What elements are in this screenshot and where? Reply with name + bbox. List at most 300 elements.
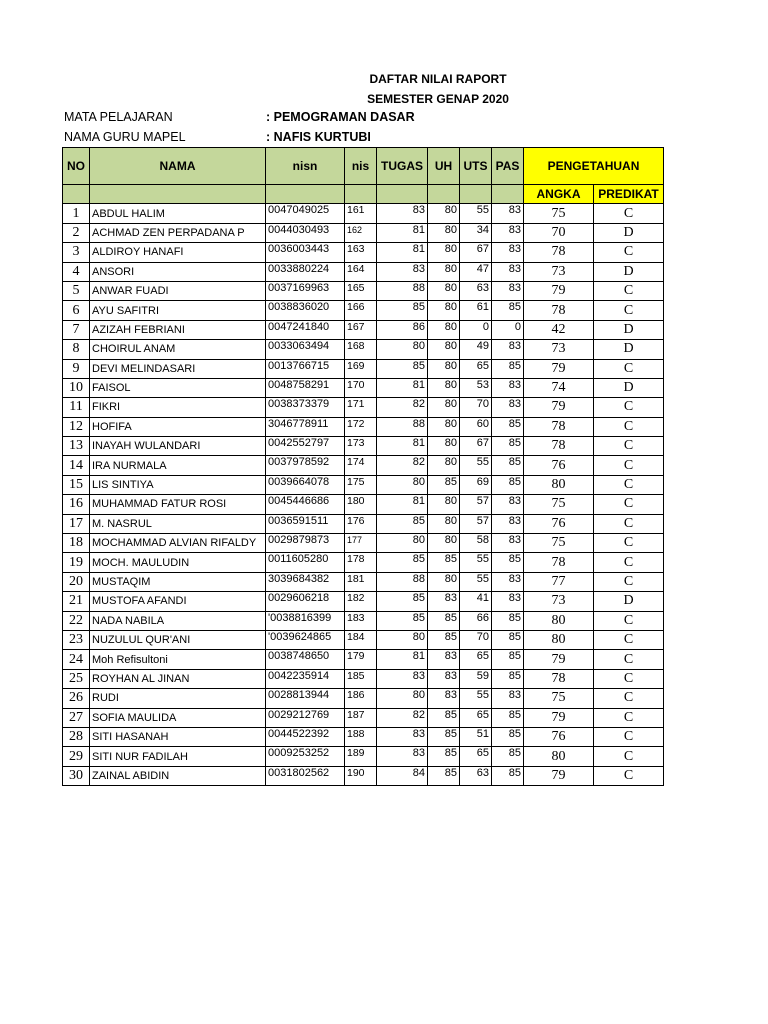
table-row [63, 727, 664, 746]
cell-uh: 80 [428, 340, 460, 359]
cell-pas: 83 [492, 534, 524, 553]
cell-tugas: 85 [377, 611, 428, 630]
cell-pas: 85 [492, 359, 524, 378]
cell-uh: 83 [428, 689, 460, 708]
cell-uh: 85 [428, 708, 460, 727]
cell-uts: 70 [460, 630, 492, 649]
cell-angka: 76 [524, 727, 594, 746]
table-row [63, 514, 664, 533]
cell-pas: 85 [492, 437, 524, 456]
cell-no: 11 [63, 398, 90, 417]
cell-tugas: 80 [377, 534, 428, 553]
cell-nama: RUDI [90, 689, 266, 708]
cell-angka: 75 [524, 204, 594, 223]
cell-tugas: 85 [377, 301, 428, 320]
cell-no: 13 [63, 437, 90, 456]
cell-uh: 83 [428, 592, 460, 611]
cell-angka: 75 [524, 689, 594, 708]
cell-nisn: 0038836020 [266, 301, 345, 320]
cell-pas: 83 [492, 592, 524, 611]
cell-angka: 75 [524, 534, 594, 553]
cell-pas: 85 [492, 727, 524, 746]
cell-nis: 172 [345, 417, 377, 436]
cell-nisn: 3046778911 [266, 417, 345, 436]
cell-nama: ACHMAD ZEN PERPADANA P [90, 223, 266, 242]
cell-uts: 63 [460, 766, 492, 785]
cell-tugas: 81 [377, 378, 428, 397]
cell-tugas: 83 [377, 727, 428, 746]
cell-nisn: 0037978592 [266, 456, 345, 475]
cell-nama: ABDUL HALIM [90, 204, 266, 223]
cell-tugas: 81 [377, 243, 428, 262]
cell-uts: 51 [460, 727, 492, 746]
cell-angka: 73 [524, 262, 594, 281]
cell-nis: 189 [345, 747, 377, 766]
table-row [63, 243, 664, 262]
cell-nis: 185 [345, 669, 377, 688]
cell-uh: 80 [428, 320, 460, 339]
table-row [63, 417, 664, 436]
cell-nisn: 0036003443 [266, 243, 345, 262]
cell-nis: 186 [345, 689, 377, 708]
cell-nisn: 0048758291 [266, 378, 345, 397]
cell-pas: 83 [492, 204, 524, 223]
cell-uts: 60 [460, 417, 492, 436]
cell-predikat: C [594, 204, 664, 223]
cell-predikat: C [594, 553, 664, 572]
cell-nisn: 0031802562 [266, 766, 345, 785]
table-row [63, 650, 664, 669]
cell-pas: 85 [492, 475, 524, 494]
subheader-blank [492, 185, 524, 204]
table-row [63, 747, 664, 766]
cell-no: 29 [63, 747, 90, 766]
cell-nama: INAYAH WULANDARI [90, 437, 266, 456]
cell-uts: 58 [460, 534, 492, 553]
cell-nisn: 0039664078 [266, 475, 345, 494]
table-row [63, 611, 664, 630]
cell-no: 18 [63, 534, 90, 553]
cell-angka: 73 [524, 340, 594, 359]
cell-uh: 85 [428, 475, 460, 494]
cell-nisn: 0038373379 [266, 398, 345, 417]
table-row [63, 495, 664, 514]
cell-uh: 80 [428, 534, 460, 553]
cell-tugas: 85 [377, 514, 428, 533]
cell-pas: 85 [492, 766, 524, 785]
subheader-blank [460, 185, 492, 204]
cell-angka: 79 [524, 766, 594, 785]
cell-pas: 83 [492, 378, 524, 397]
cell-tugas: 83 [377, 747, 428, 766]
cell-no: 7 [63, 320, 90, 339]
cell-predikat: D [594, 262, 664, 281]
cell-nis: 176 [345, 514, 377, 533]
cell-pas: 85 [492, 456, 524, 475]
cell-uts: 65 [460, 359, 492, 378]
cell-nis: 163 [345, 243, 377, 262]
cell-nisn: 0033063494 [266, 340, 345, 359]
report-title: DAFTAR NILAI RAPORT [369, 72, 507, 86]
cell-tugas: 85 [377, 592, 428, 611]
cell-nis: 167 [345, 320, 377, 339]
cell-nisn: '0038816399 [266, 611, 345, 630]
cell-predikat: D [594, 340, 664, 359]
cell-uts: 69 [460, 475, 492, 494]
col-header-nis: nis [345, 148, 377, 185]
cell-predikat: C [594, 669, 664, 688]
cell-nama: AZIZAH FEBRIANI [90, 320, 266, 339]
cell-uts: 41 [460, 592, 492, 611]
cell-nama: FIKRI [90, 398, 266, 417]
table-row [63, 456, 664, 475]
cell-uh: 80 [428, 417, 460, 436]
cell-uts: 55 [460, 572, 492, 591]
col-header-pas: PAS [492, 148, 524, 185]
cell-tugas: 86 [377, 320, 428, 339]
cell-no: 20 [63, 572, 90, 591]
cell-predikat: D [594, 320, 664, 339]
cell-nama: MUHAMMAD FATUR ROSI [90, 495, 266, 514]
cell-nis: 177 [345, 534, 377, 553]
cell-predikat: C [594, 281, 664, 300]
cell-uh: 80 [428, 514, 460, 533]
table-row [63, 766, 664, 785]
cell-uh: 80 [428, 572, 460, 591]
cell-nisn: 0013766715 [266, 359, 345, 378]
cell-nama: MUSTAQIM [90, 572, 266, 591]
cell-predikat: D [594, 592, 664, 611]
cell-nis: 178 [345, 553, 377, 572]
cell-nisn: 0037169963 [266, 281, 345, 300]
header-row [63, 148, 664, 185]
cell-nama: ALDIROY HANAFI [90, 243, 266, 262]
cell-pas: 83 [492, 223, 524, 242]
cell-nama: CHOIRUL ANAM [90, 340, 266, 359]
cell-angka: 79 [524, 708, 594, 727]
cell-nis: 165 [345, 281, 377, 300]
table-row [63, 553, 664, 572]
cell-uts: 65 [460, 747, 492, 766]
table-row [63, 340, 664, 359]
cell-predikat: D [594, 223, 664, 242]
cell-tugas: 85 [377, 553, 428, 572]
subheader-blank [345, 185, 377, 204]
cell-pas: 85 [492, 708, 524, 727]
cell-nisn: 0044030493 [266, 223, 345, 242]
cell-uh: 85 [428, 553, 460, 572]
col-header-pengetahuan: PENGETAHUAN [524, 148, 664, 185]
subheader-blank [63, 185, 90, 204]
cell-nama: SITI HASANAH [90, 727, 266, 746]
cell-nama: IRA NURMALA [90, 456, 266, 475]
cell-no: 19 [63, 553, 90, 572]
cell-uh: 80 [428, 301, 460, 320]
cell-uts: 59 [460, 669, 492, 688]
cell-uh: 85 [428, 747, 460, 766]
cell-angka: 78 [524, 437, 594, 456]
cell-nisn: 0047241840 [266, 320, 345, 339]
subject-value: : PEMOGRAMAN DASAR [266, 110, 415, 124]
cell-uts: 70 [460, 398, 492, 417]
cell-uh: 80 [428, 223, 460, 242]
cell-uh: 85 [428, 611, 460, 630]
table-row [63, 262, 664, 281]
cell-angka: 78 [524, 417, 594, 436]
cell-uh: 85 [428, 766, 460, 785]
cell-no: 16 [63, 495, 90, 514]
cell-nisn: 0011605280 [266, 553, 345, 572]
cell-nama: NUZULUL QUR'ANI [90, 630, 266, 649]
cell-uh: 80 [428, 437, 460, 456]
cell-uts: 67 [460, 243, 492, 262]
cell-uts: 66 [460, 611, 492, 630]
cell-pas: 83 [492, 495, 524, 514]
cell-uts: 53 [460, 378, 492, 397]
table-row [63, 398, 664, 417]
cell-no: 8 [63, 340, 90, 359]
cell-nama: SITI NUR FADILAH [90, 747, 266, 766]
cell-tugas: 81 [377, 495, 428, 514]
cell-tugas: 81 [377, 223, 428, 242]
cell-predikat: D [594, 378, 664, 397]
cell-tugas: 82 [377, 456, 428, 475]
cell-tugas: 80 [377, 340, 428, 359]
cell-uts: 65 [460, 708, 492, 727]
table-row [63, 475, 664, 494]
cell-no: 2 [63, 223, 90, 242]
cell-tugas: 80 [377, 689, 428, 708]
cell-uts: 63 [460, 281, 492, 300]
cell-no: 14 [63, 456, 90, 475]
cell-nama: MUSTOFA AFANDI [90, 592, 266, 611]
cell-nama: ZAINAL ABIDIN [90, 766, 266, 785]
cell-angka: 80 [524, 747, 594, 766]
cell-angka: 79 [524, 359, 594, 378]
cell-nisn: '0039624865 [266, 630, 345, 649]
cell-nis: 164 [345, 262, 377, 281]
subheader-blank [266, 185, 345, 204]
cell-nama: AYU SAFITRI [90, 301, 266, 320]
cell-nisn: 3039684382 [266, 572, 345, 591]
table-row [63, 223, 664, 242]
table-row [63, 359, 664, 378]
cell-predikat: C [594, 475, 664, 494]
cell-nis: 183 [345, 611, 377, 630]
cell-predikat: C [594, 727, 664, 746]
cell-tugas: 88 [377, 572, 428, 591]
grades-table [62, 147, 664, 786]
cell-nama: ANWAR FUADI [90, 281, 266, 300]
table-row [63, 204, 664, 223]
subject-label: MATA PELAJARAN [64, 110, 173, 124]
cell-no: 24 [63, 650, 90, 669]
cell-no: 25 [63, 669, 90, 688]
subheader-blank [377, 185, 428, 204]
cell-predikat: C [594, 708, 664, 727]
cell-uh: 83 [428, 650, 460, 669]
cell-pas: 83 [492, 398, 524, 417]
cell-uts: 34 [460, 223, 492, 242]
cell-uts: 57 [460, 495, 492, 514]
cell-tugas: 83 [377, 669, 428, 688]
cell-pas: 83 [492, 572, 524, 591]
cell-nis: 182 [345, 592, 377, 611]
cell-uh: 80 [428, 359, 460, 378]
cell-pas: 85 [492, 417, 524, 436]
cell-nisn: 0029879873 [266, 534, 345, 553]
cell-no: 30 [63, 766, 90, 785]
subheader-blank [90, 185, 266, 204]
cell-nis: 162 [345, 223, 377, 242]
cell-nis: 179 [345, 650, 377, 669]
cell-nis: 180 [345, 495, 377, 514]
cell-tugas: 83 [377, 204, 428, 223]
cell-nis: 190 [345, 766, 377, 785]
cell-tugas: 80 [377, 475, 428, 494]
table-row [63, 630, 664, 649]
cell-uh: 80 [428, 495, 460, 514]
table-row [63, 281, 664, 300]
cell-uh: 85 [428, 727, 460, 746]
cell-uh: 80 [428, 378, 460, 397]
cell-uh: 80 [428, 281, 460, 300]
table-row [63, 320, 664, 339]
cell-angka: 78 [524, 301, 594, 320]
table-row [63, 572, 664, 591]
cell-tugas: 82 [377, 398, 428, 417]
cell-no: 27 [63, 708, 90, 727]
cell-no: 28 [63, 727, 90, 746]
cell-angka: 42 [524, 320, 594, 339]
cell-tugas: 85 [377, 359, 428, 378]
col-header-angka: ANGKA [524, 185, 594, 204]
cell-no: 17 [63, 514, 90, 533]
cell-nis: 181 [345, 572, 377, 591]
cell-nisn: 0042235914 [266, 669, 345, 688]
col-header-no: NO [63, 148, 90, 185]
cell-uts: 55 [460, 456, 492, 475]
col-header-predikat: PREDIKAT [594, 185, 664, 204]
cell-pas: 85 [492, 669, 524, 688]
teacher-label: NAMA GURU MAPEL [64, 130, 186, 144]
cell-predikat: C [594, 437, 664, 456]
subheader-row [63, 185, 664, 204]
cell-angka: 78 [524, 553, 594, 572]
cell-predikat: C [594, 534, 664, 553]
cell-nama: MOCHAMMAD ALVIAN RIFALDY [90, 534, 266, 553]
cell-nisn: 0042552797 [266, 437, 345, 456]
table-row [63, 301, 664, 320]
cell-nama: DEVI MELINDASARI [90, 359, 266, 378]
cell-tugas: 83 [377, 262, 428, 281]
cell-no: 15 [63, 475, 90, 494]
cell-predikat: C [594, 747, 664, 766]
cell-angka: 70 [524, 223, 594, 242]
cell-angka: 80 [524, 475, 594, 494]
cell-nisn: 0029212769 [266, 708, 345, 727]
cell-uh: 80 [428, 456, 460, 475]
cell-nama: SOFIA MAULIDA [90, 708, 266, 727]
cell-nama: Moh Refisultoni [90, 650, 266, 669]
cell-nis: 188 [345, 727, 377, 746]
cell-uts: 0 [460, 320, 492, 339]
cell-uts: 55 [460, 204, 492, 223]
cell-no: 9 [63, 359, 90, 378]
cell-angka: 80 [524, 611, 594, 630]
cell-nis: 171 [345, 398, 377, 417]
cell-uts: 47 [460, 262, 492, 281]
cell-nisn: 0028813944 [266, 689, 345, 708]
cell-nisn: 0038748650 [266, 650, 345, 669]
cell-no: 3 [63, 243, 90, 262]
cell-no: 6 [63, 301, 90, 320]
cell-nis: 175 [345, 475, 377, 494]
cell-angka: 79 [524, 398, 594, 417]
cell-predikat: C [594, 650, 664, 669]
cell-pas: 85 [492, 630, 524, 649]
cell-uh: 80 [428, 262, 460, 281]
table-row [63, 437, 664, 456]
cell-predikat: C [594, 572, 664, 591]
cell-predikat: C [594, 495, 664, 514]
cell-nis: 168 [345, 340, 377, 359]
cell-predikat: C [594, 301, 664, 320]
cell-nama: ROYHAN AL JINAN [90, 669, 266, 688]
cell-no: 10 [63, 378, 90, 397]
cell-uts: 55 [460, 689, 492, 708]
cell-nis: 169 [345, 359, 377, 378]
col-header-nama: NAMA [90, 148, 266, 185]
cell-nama: MOCH. MAULUDIN [90, 553, 266, 572]
cell-uh: 80 [428, 204, 460, 223]
cell-predikat: C [594, 417, 664, 436]
cell-no: 1 [63, 204, 90, 223]
cell-nis: 173 [345, 437, 377, 456]
table-row [63, 689, 664, 708]
cell-pas: 83 [492, 243, 524, 262]
cell-tugas: 88 [377, 417, 428, 436]
cell-uh: 83 [428, 669, 460, 688]
cell-angka: 79 [524, 650, 594, 669]
cell-uts: 55 [460, 553, 492, 572]
cell-uh: 80 [428, 398, 460, 417]
cell-pas: 85 [492, 553, 524, 572]
cell-nisn: 0029606218 [266, 592, 345, 611]
cell-uts: 65 [460, 650, 492, 669]
cell-no: 21 [63, 592, 90, 611]
cell-tugas: 82 [377, 708, 428, 727]
cell-angka: 78 [524, 243, 594, 262]
cell-uh: 85 [428, 630, 460, 649]
cell-no: 4 [63, 262, 90, 281]
cell-predikat: C [594, 398, 664, 417]
cell-angka: 79 [524, 281, 594, 300]
cell-uts: 57 [460, 514, 492, 533]
cell-nis: 187 [345, 708, 377, 727]
cell-uts: 67 [460, 437, 492, 456]
cell-pas: 85 [492, 301, 524, 320]
cell-nama: HOFIFA [90, 417, 266, 436]
grades-body [63, 204, 664, 786]
report-subtitle: SEMESTER GENAP 2020 [367, 92, 509, 106]
cell-nama: NADA NABILA [90, 611, 266, 630]
cell-angka: 78 [524, 669, 594, 688]
cell-pas: 83 [492, 689, 524, 708]
cell-nis: 161 [345, 204, 377, 223]
cell-uts: 49 [460, 340, 492, 359]
cell-angka: 76 [524, 514, 594, 533]
